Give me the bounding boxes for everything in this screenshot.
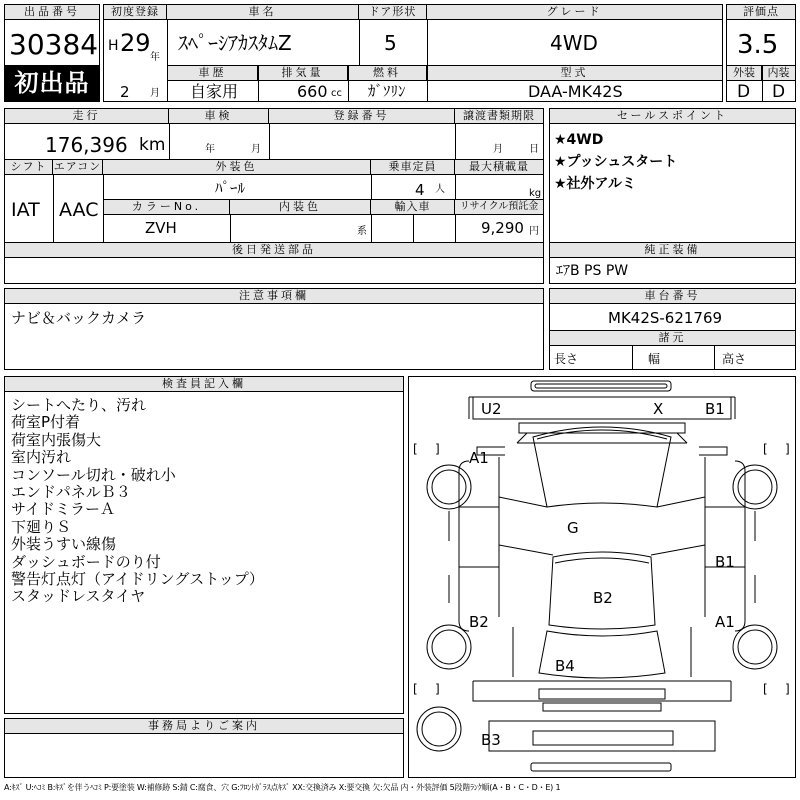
history-value: 自家用 bbox=[190, 82, 239, 101]
inspection-header: 車検 bbox=[169, 109, 269, 124]
score-value: 3.5 bbox=[737, 30, 779, 60]
interior-color-header: 内装色 bbox=[230, 200, 371, 215]
office-info-header: 事務局よりご案内 bbox=[5, 719, 403, 734]
lot-number: 30384 bbox=[9, 28, 99, 61]
exterior-header: 外装 bbox=[727, 66, 762, 81]
mark-g: G bbox=[567, 519, 579, 537]
interior-grade: D bbox=[772, 82, 786, 102]
height-label: 高さ bbox=[722, 352, 747, 366]
sales-point-2: ★プッシュスタート bbox=[554, 154, 678, 170]
exterior-color-header: 外装色 bbox=[103, 160, 371, 175]
aircon-value: AAC bbox=[59, 199, 99, 221]
length-label: 長さ bbox=[554, 352, 579, 366]
color-no-value: ZVH bbox=[145, 219, 177, 237]
inspector-notes-box bbox=[4, 376, 404, 714]
model-code-value: DAA-MK42S bbox=[528, 82, 623, 101]
mark-b4: B4 bbox=[555, 657, 575, 675]
later-parts-header: 後日発送部品 bbox=[5, 243, 543, 258]
mark-x: X bbox=[653, 400, 664, 418]
svg-text:[: [ bbox=[413, 682, 418, 696]
interior-header: 内装 bbox=[762, 66, 795, 81]
door-type-header: ドア形状 bbox=[359, 5, 427, 20]
inspection-month-unit: 月 bbox=[251, 144, 261, 155]
svg-text:]: ] bbox=[785, 682, 790, 696]
inspector-note-3: 荷室内張傷大 bbox=[11, 430, 102, 449]
grade-header: グレード bbox=[427, 5, 722, 20]
svg-text:[: [ bbox=[413, 442, 418, 456]
score-box bbox=[726, 4, 796, 102]
car-outline-drawing bbox=[409, 377, 795, 777]
inspector-notes-header: 検査員記入欄 bbox=[5, 377, 403, 392]
mark-b1-right: B1 bbox=[715, 553, 735, 571]
vehicle-info-box bbox=[103, 4, 723, 102]
inspector-note-2: 荷室P付着 bbox=[11, 413, 81, 432]
svg-text:[: [ bbox=[763, 682, 768, 696]
svg-text:]: ] bbox=[785, 442, 790, 456]
chassis-no-header: 車台番号 bbox=[550, 289, 795, 304]
color-no-header: カラーNo. bbox=[104, 200, 230, 215]
recycle-unit: 円 bbox=[529, 226, 539, 237]
exterior-grade: D bbox=[737, 82, 751, 102]
office-info-box bbox=[4, 718, 404, 778]
aircon-header: エアコン bbox=[53, 160, 102, 173]
width-label: 幅 bbox=[648, 352, 661, 366]
door-count: 5 bbox=[384, 31, 397, 55]
svg-text:]: ] bbox=[435, 442, 440, 456]
mark-a1-front-left: A1 bbox=[469, 449, 489, 467]
inspector-note-1: シートへたり、汚れ bbox=[11, 396, 147, 414]
sales-point-3: ★社外アルミ bbox=[554, 176, 636, 192]
sales-point-1: ★4WD bbox=[554, 132, 604, 148]
inspector-note-8: 下廻りＳ bbox=[11, 517, 72, 536]
inspector-note-6: エンドパネルＢ３ bbox=[11, 483, 131, 502]
inspector-note-10: ダッシュボードのり付 bbox=[11, 552, 161, 571]
load-unit: kg bbox=[529, 188, 542, 199]
year-unit: 年 bbox=[150, 52, 160, 63]
shift-header: シフト bbox=[5, 160, 53, 175]
genuine-equipment-header: 純正装備 bbox=[550, 243, 795, 258]
first-listing-badge: 初出品 bbox=[5, 65, 99, 101]
mark-b1-front: B1 bbox=[705, 400, 725, 418]
car-damage-diagram bbox=[408, 376, 796, 778]
car-name: ｽﾍﾟｰｼｱｶｽﾀﾑZ bbox=[178, 31, 292, 55]
displacement-unit: cc bbox=[331, 88, 342, 99]
recycle-fee-header: リサイクル預託金 bbox=[455, 200, 543, 215]
svg-text:]: ] bbox=[435, 682, 440, 696]
notes-text: ナビ＆バックカメラ bbox=[11, 309, 147, 327]
exterior-color-value: ﾊﾟｰﾙ bbox=[215, 179, 246, 197]
mark-b2-left: B2 bbox=[469, 613, 489, 631]
legend-text: A:ｷｽﾞ U:ﾍｺﾐ B:ｷｽﾞを伴うﾍｺﾐ P:要塗装 W:補修跡 S:錆 C:腐食、穴 G:ﾌﾛﾝﾄｶﾞﾗｽ点ｷｽﾞ XX:交換済み X:要交換 欠:欠品 内・外装評価 5段階ﾗﾝｸ順(A・B・C・D・E) 1 bbox=[4, 783, 561, 792]
genuine-equipment-value: ｴｱB PS PW bbox=[556, 263, 629, 279]
notes-box bbox=[4, 288, 544, 370]
capacity-value: 4 bbox=[415, 181, 425, 199]
lot-number-header: 出品番号 bbox=[5, 5, 99, 20]
grade-value: 4WD bbox=[550, 31, 598, 55]
mileage-value: 176,396 bbox=[45, 133, 128, 157]
inspector-note-7: サイドミラーＡ bbox=[11, 500, 115, 519]
registration-month: 2 bbox=[120, 83, 130, 101]
mark-u2: U2 bbox=[481, 400, 502, 418]
chassis-no-value: MK42S-621769 bbox=[608, 309, 723, 327]
model-code-header: 型式 bbox=[427, 66, 722, 81]
mark-b2-roof: B2 bbox=[593, 589, 613, 607]
history-header: 車歴 bbox=[168, 66, 258, 81]
sales-points-header: セールスポイント bbox=[550, 109, 795, 124]
recycle-fee-value: 9,290 bbox=[481, 219, 524, 237]
month-unit: 月 bbox=[150, 88, 160, 99]
transfer-day-unit: 日 bbox=[529, 144, 539, 155]
inspector-note-11: 警告灯点灯（アイドリングストップ） bbox=[11, 570, 264, 589]
mileage-unit: km bbox=[139, 135, 166, 155]
era-letter: H bbox=[108, 38, 119, 54]
svg-text:[: [ bbox=[763, 442, 768, 456]
mark-a1-right: A1 bbox=[715, 613, 735, 631]
inspector-note-4: 室内汚れ bbox=[11, 448, 72, 467]
lot-number-box bbox=[4, 4, 100, 102]
transfer-month-unit: 月 bbox=[493, 144, 503, 155]
displacement-value: 660 bbox=[297, 82, 328, 101]
inspector-note-9: 外装うすい線傷 bbox=[11, 535, 117, 554]
transfer-deadline-header: 譲渡書類期限 bbox=[455, 109, 543, 124]
capacity-unit: 人 bbox=[435, 184, 445, 195]
mileage-header: 走行 bbox=[5, 109, 169, 124]
score-header: 評価点 bbox=[727, 5, 795, 20]
interior-color-unit: 系 bbox=[357, 226, 367, 237]
inspection-year-unit: 年 bbox=[205, 144, 215, 155]
capacity-header: 乗車定員 bbox=[371, 160, 455, 175]
import-header: 輸入車 bbox=[371, 200, 455, 215]
mark-b3: B3 bbox=[481, 731, 501, 749]
displacement-header: 排気量 bbox=[258, 66, 348, 81]
dimensions-header: 諸元 bbox=[550, 331, 795, 346]
max-load-header: 最大積載量 bbox=[455, 160, 543, 175]
car-name-header: 車名 bbox=[167, 5, 359, 20]
shift-value: IAT bbox=[11, 199, 40, 221]
first-registration-header: 初度登録 bbox=[104, 5, 167, 20]
registration-no-header: 登録番号 bbox=[269, 109, 455, 124]
sales-points-box bbox=[549, 108, 796, 284]
inspector-note-12: スタッドレスタイヤ bbox=[11, 587, 146, 606]
inspector-note-5: コンソール切れ・破れ小 bbox=[11, 465, 176, 484]
registration-year: 29 bbox=[120, 29, 151, 57]
chassis-box bbox=[549, 288, 796, 370]
notes-header: 注意事項欄 bbox=[5, 289, 543, 304]
details-box bbox=[4, 108, 544, 284]
fuel-value: ｶﾞｿﾘﾝ bbox=[368, 82, 406, 100]
fuel-header: 燃料 bbox=[348, 66, 427, 81]
